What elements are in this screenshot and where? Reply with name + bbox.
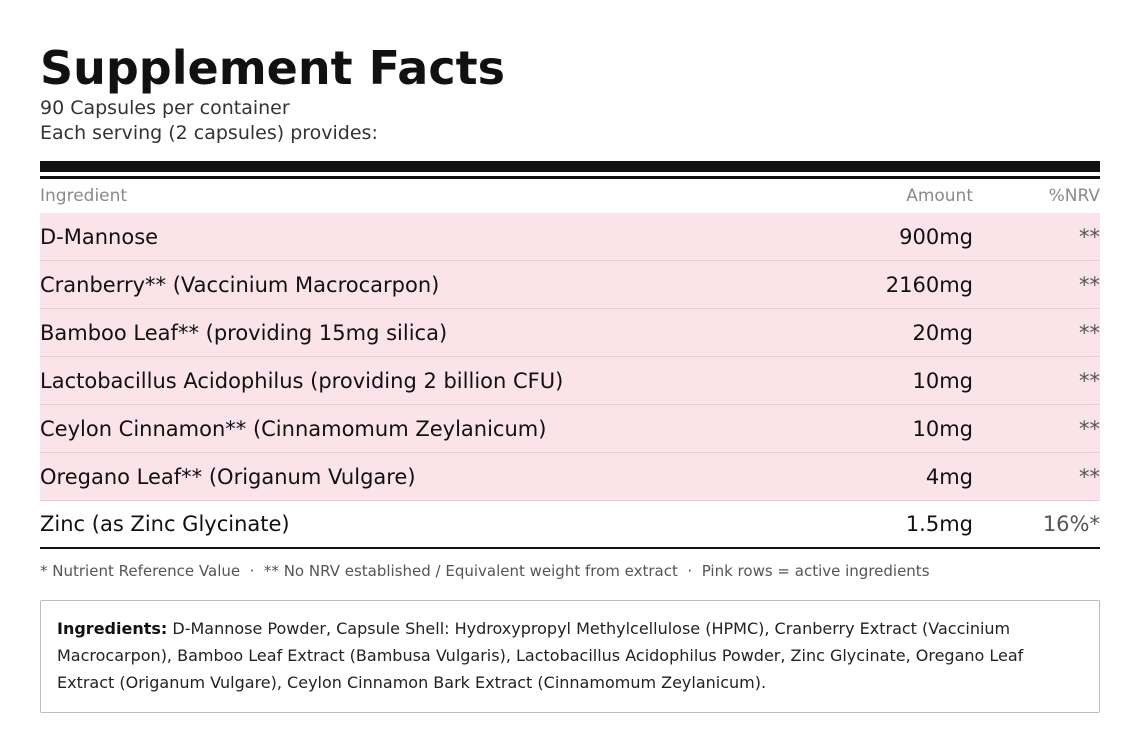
servings-per-container: 90 Capsules per container [40,97,290,119]
ingredient-amount: 10mg [912,368,973,393]
table-row [40,261,1100,309]
ingredient-nrv: ** [1079,368,1100,393]
thick-divider [40,161,1100,172]
table-row [40,501,1100,549]
page-title: Supplement Facts [40,41,505,95]
facts-table [40,179,1100,549]
ingredient-name: D-Mannose [40,224,159,249]
table-row [40,357,1100,405]
ingredient-nrv: ** [1079,224,1100,249]
ingredient-amount: 2160mg [885,272,973,297]
ingredient-amount: 1.5mg [905,512,973,536]
supplement-facts-label [40,0,1100,713]
ingredients-label: Ingredients: [57,619,168,638]
ingredient-amount: 10mg [912,416,973,441]
header-amount: Amount [906,186,973,206]
ingredient-name: Bamboo Leaf** (providing 15mg silica) [40,320,448,345]
ingredient-name: Zinc (as Zinc Glycinate) [40,512,290,536]
ingredient-nrv: ** [1079,416,1100,441]
ingredient-name: Oregano Leaf** (Origanum Vulgare) [40,464,416,489]
ingredient-name: Ceylon Cinnamon** (Cinnamomum Zeylanicum) [40,416,547,441]
header-nrv: %NRV [1048,186,1100,206]
table-header [40,179,1100,213]
table-row [40,213,1100,261]
ingredient-amount: 900mg [899,224,973,249]
ingredient-name: Lactobacillus Acidophilus (providing 2 billion CFU) [40,368,564,393]
ingredient-amount: 4mg [925,464,973,489]
ingredient-nrv: 16%* [1042,512,1100,536]
serving-size: Each serving (2 capsules) provides: [40,122,378,144]
ingredient-name: Cranberry** (Vaccinium Macrocarpon) [40,272,440,297]
ingredient-amount: 20mg [912,320,973,345]
ingredient-nrv: ** [1079,272,1100,297]
table-row [40,309,1100,357]
table-row [40,405,1100,453]
footnote: * Nutrient Reference Value · ** No NRV established / Equivalent weight from extract · Pink rows = active ingredients [40,562,930,580]
ingredient-nrv: ** [1079,320,1100,345]
table-row [40,453,1100,501]
header-ingredient: Ingredient [40,186,128,206]
ingredient-nrv: ** [1079,464,1100,489]
ingredients-box [40,600,1100,713]
ingredients-text: D-Mannose Powder, Capsule Shell: Hydroxypropyl Methylcellulose (HPMC), Cranberry Extract (Vaccinium Macrocarpon), Bamboo Leaf Extract (Bambusa Vulgaris), Lactobacillus Acidophilus Powder, Zinc Glycinate, Oregano Leaf Extract (Origanum Vulgare), Ceylon Cinnamon Bark Extract (Cinnamomum Zeylanicum). [57,619,1024,692]
